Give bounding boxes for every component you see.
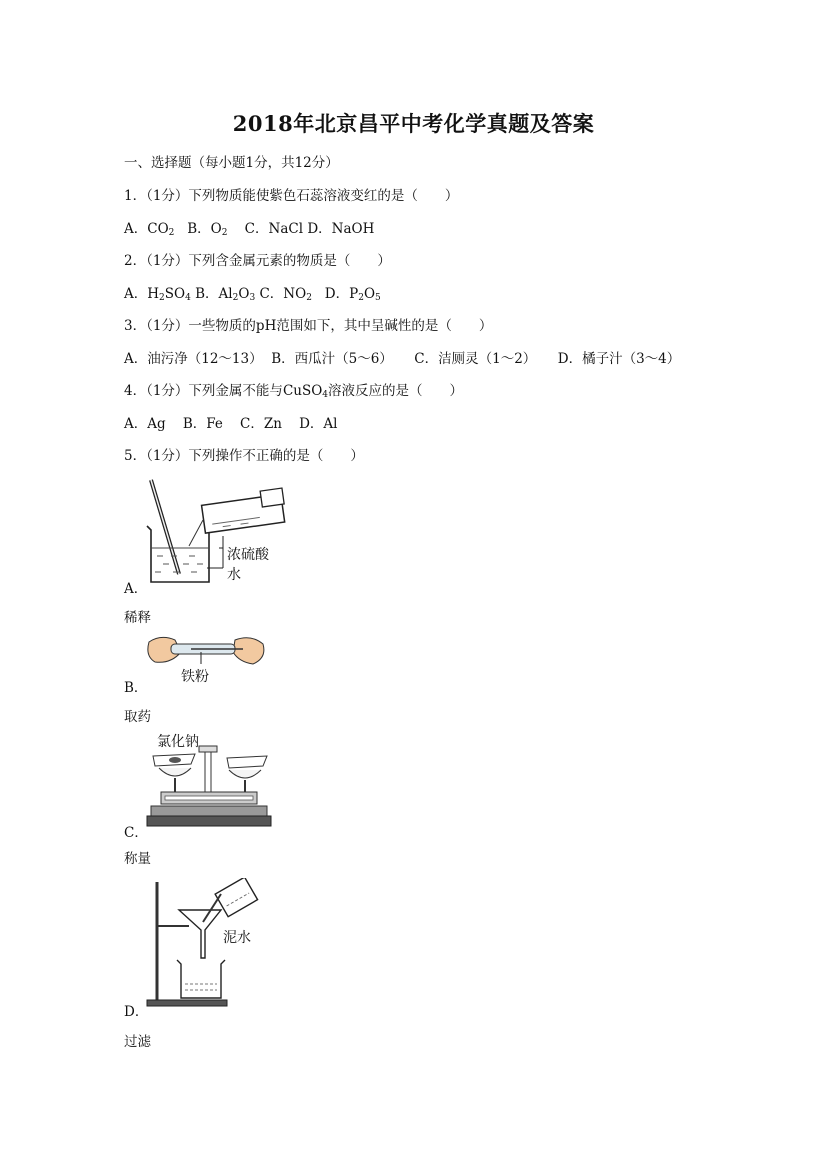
figure-take-powder	[141, 630, 271, 690]
question-2: 2．（1分）下列含金属元素的物质是（ ）	[124, 253, 391, 269]
question-2-options	[124, 282, 381, 302]
option-c: C．Zn	[240, 416, 282, 432]
option-c: C．洁厕灵（1～2）	[414, 351, 537, 367]
option-d-letter: D．	[124, 1004, 149, 1020]
question-1-options	[124, 217, 374, 237]
label-muddy-water: 泥水	[223, 930, 251, 946]
option-d-caption: 过滤	[124, 1034, 151, 1050]
option-d: D．橘子汁（3～4）	[557, 351, 681, 367]
option-b-letter: B．	[124, 680, 148, 696]
question-3: 3．（1分）一些物质的pH范围如下，其中呈碱性的是（ ）	[124, 318, 493, 334]
option-a: A．油污净（12～13）	[124, 351, 263, 367]
option-c-caption: 称量	[124, 851, 151, 867]
page-title: 2018年北京昌平中考化学真题及答案	[232, 111, 595, 136]
label-concentrated-acid: 浓硫酸	[227, 547, 269, 563]
question-5: 5．（1分）下列操作不正确的是（ ）	[124, 448, 364, 464]
label-iron-powder: 铁粉	[181, 669, 209, 685]
option-a: A．$CO_2$	[124, 221, 175, 238]
option-d: D．NaOH	[307, 221, 375, 237]
option-b: B．Fe	[182, 416, 223, 432]
option-c: C．NaCl	[244, 221, 304, 237]
option-d: D．Al	[299, 416, 338, 432]
option-c: C．$NO_2$	[259, 286, 312, 303]
section-heading: 一、选择题（每小题1分，共12分）	[124, 155, 339, 171]
question-4-options	[124, 412, 338, 432]
option-b: B．$O_2$	[187, 221, 228, 238]
label-sodium-chloride: 氯化钠	[157, 734, 199, 750]
option-a-letter: A．	[124, 581, 148, 597]
question-3-options	[124, 347, 680, 367]
option-c-letter: C．	[124, 825, 148, 841]
label-water: 水	[227, 567, 241, 583]
question-4: 4．（1分）下列金属不能与CuSO$_4$溶液反应的是（ ）	[124, 383, 464, 400]
option-d: D．$P_2O_5$	[324, 286, 381, 303]
figure-dilution	[141, 478, 311, 588]
figure-balance	[141, 730, 276, 832]
option-b: B．$Al_2O_3$	[195, 286, 256, 303]
option-a: A．Ag	[124, 416, 166, 432]
option-a-caption: 稀释	[124, 610, 151, 626]
figure-filtration	[141, 878, 271, 1010]
question-1: 1．（1分）下列物质能使紫色石蕊溶液变红的是（ ）	[124, 188, 459, 204]
option-b-caption: 取药	[124, 709, 151, 725]
option-a: A．$H_2SO_4$	[124, 286, 191, 303]
option-b: B．西瓜汁（5～6）	[271, 351, 393, 367]
